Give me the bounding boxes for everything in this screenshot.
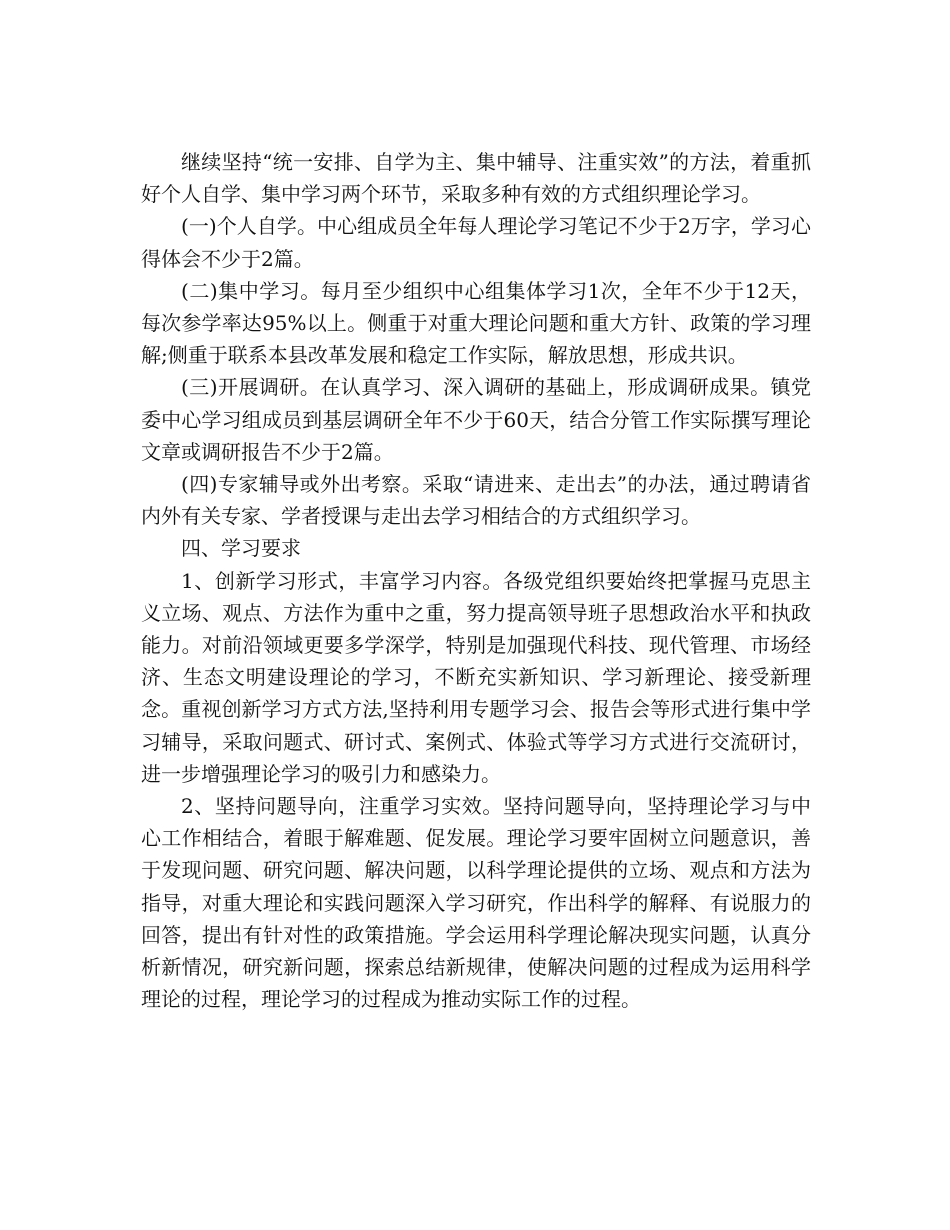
requirement-1-paragraph: 1、创新学习形式，丰富学习内容。各级党组织要始终把掌握马克思主义立场、观点、方法作为重中之重，努力提高领导班子思想政治水平和执政能力。对前沿领域更要多学深学，特别是加强现代科技、现代管理、市场经济、生态文明建设理论的学习，不断充实新知识、学习新理论、接受新理念。重视创新学习方式方法,坚持利用专题学习会、报告会等形式进行集中学习辅导，采取问题式、研讨式、案例式、体验式等学习方式进行交流研讨，进一步增强理论学习的吸引力和感染力。 (141, 568, 811, 786)
personal-study-paragraph: (一)个人自学。中心组成员全年每人理论学习笔记不少于2万字，学习心得体会不少于2篇。 (141, 214, 811, 271)
research-paragraph: (三)开展调研。在认真学习、深入调研的基础上，形成调研成果。镇党委中心学习组成员到基层调研全年不少于60天，结合分管工作实际撰写理论文章或调研报告不少于2篇。 (141, 375, 811, 464)
requirement-2-paragraph: 2、坚持问题导向，注重学习实效。坚持问题导向，坚持理论学习与中心工作相结合，着眼于解难题、促发展。理论学习要牢固树立问题意识，善于发现问题、研究问题、解决问题，以科学理论提供的立场、观点和方法为指导，对重大理论和实践问题深入学习研究，作出科学的解释、有说服力的回答，提出有针对性的政策措施。学会运用科学理论解决现实问题，认真分析新情况，研究新问题，探索总结新规律，使解决问题的过程成为运用科学理论的过程，理论学习的过程成为推动实际工作的过程。 (141, 794, 811, 1012)
group-study-paragraph: (二)集中学习。每月至少组织中心组集体学习1次，全年不少于12天，每次参学率达95%以上。侧重于对重大理论问题和重大方针、政策的学习理解;侧重于联系本县改革发展和稳定工作实际，解放思想，形成共识。 (141, 278, 811, 368)
intro-paragraph: 继续坚持“统一安排、自学为主、集中辅导、注重实效”的方法，着重抓好个人自学、集中学习两个环节，采取多种有效的方式组织理论学习。 (141, 150, 811, 207)
expert-guidance-paragraph: (四)专家辅导或外出考察。采取“请进来、走出去”的办法，通过聘请省内外有关专家、学者授课与走出去学习相结合的方式组织学习。 (141, 472, 811, 529)
document-body (141, 146, 811, 1015)
section-heading-requirements: 四、学习要求 (181, 536, 301, 561)
